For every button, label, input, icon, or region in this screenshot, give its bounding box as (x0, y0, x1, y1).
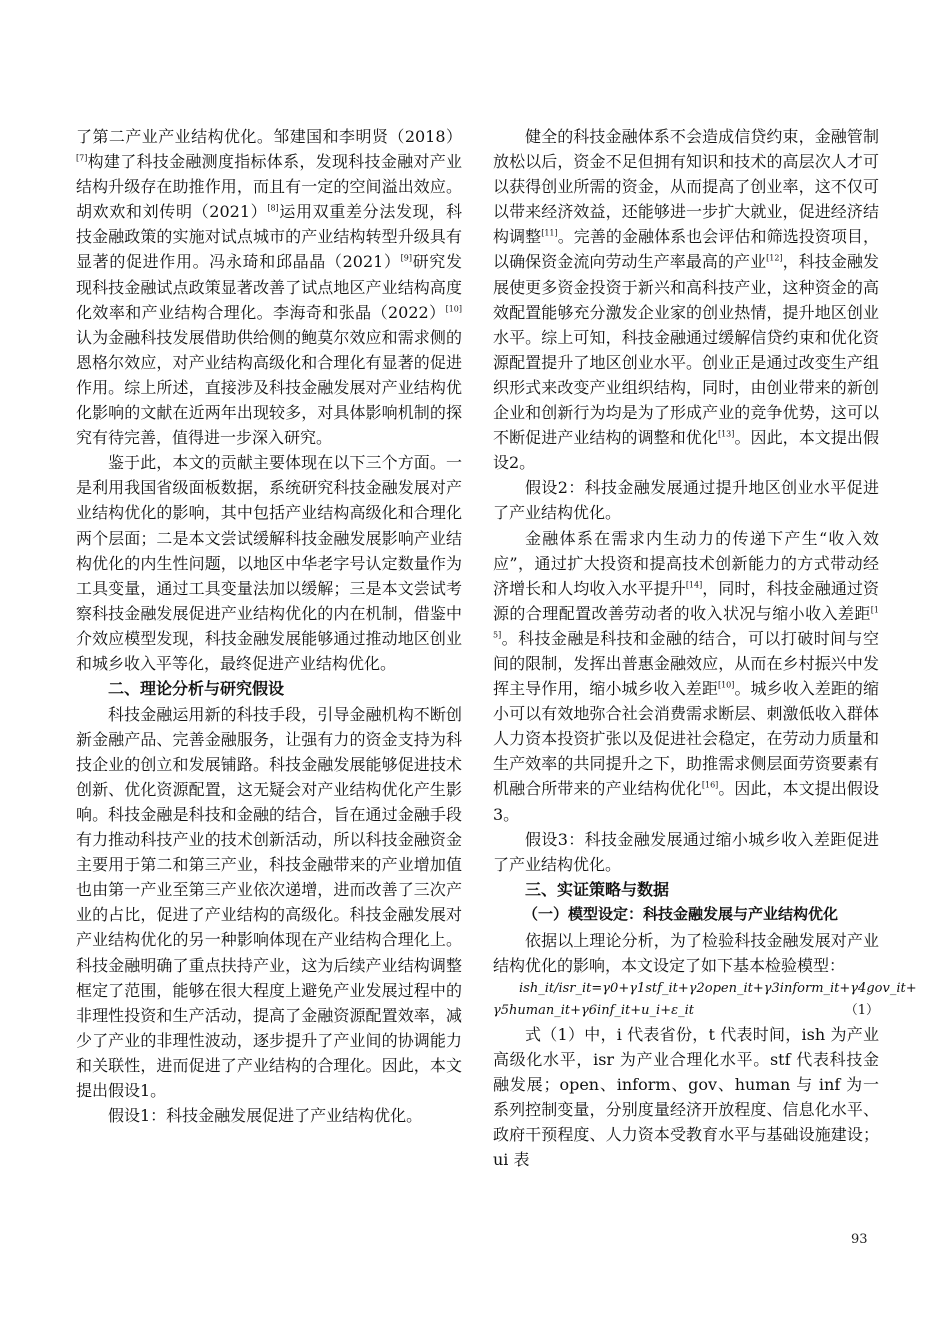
equation-line-1: ish_it/isr_it=γ0+γ1stf_it+γ2open_it+γ3inform_it+γ4gov_it+ (519, 981, 917, 996)
hypothesis-3: 假设3：科技金融发展通过缩小城乡收入差距促进了产业结构优化。 (493, 829, 879, 874)
paragraph-theory: 科技金融运用新的科技手段，引导金融机构不断创新金融产品、完善金融服务，让强有力的资金支持为科技企业的创立和发展铺路。科技金融发展能够促进技术创新、优化资源配置，这无疑会对产业结构优化产生影响。科技金融是科技和金融的结合，旨在通过金融手段有力推动科技产业的技术创新活动，所以科技金融资金主要用于第二和第三产业，科技金融带来的产业增加值也由第一产业至第三产业依次递增，进而改善了三次产业的占比，促进了产业结构的高级化。科技金融发展对产业结构优化的另一种影响体现在产业结构合理化上。科技金融明确了重点扶持产业，这为后续产业结构调整框定了范围，能够在很大程度上避免产业发展过程中的非理性投资和生产活动，提高了金融资源配置效率，减少了产业的非理性波动，逐步提升了产业间的协调能力和关联性，进而促进了产业结构的合理化。因此，本文提出假设1。 (76, 704, 462, 1100)
hypothesis-1: 假设1：科技金融发展促进了产业结构优化。 (108, 1106, 423, 1126)
paragraph-contributions: 鉴于此，本文的贡献主要体现在以下三个方面。一是利用我国省级面板数据，系统研究科技金融发展对产业结构优化的影响，其中包括产业结构高级化和合理化两个层面；二是本文尝试缓解科技金融发展影响产业结构优化的内生性问题，以地区中华老字号认定数量作为工具变量，通过工具变量法加以缓解；三是本文尝试考察科技金融发展促进产业结构优化的内在机制，借鉴中介效应模型发现，科技金融发展能够通过推动地区创业和城乡收入平等化，最终促进产业结构优化。 (76, 453, 462, 673)
subsection-heading: （一）模型设定：科技金融发展与产业结构优化 (523, 905, 839, 924)
section-heading-3: 三、实证策略与数据 (525, 879, 670, 899)
page-number: 93 (851, 1232, 868, 1247)
paragraph-variables: 式（1）中，i 代表省份，t 代表时间，ish 为产业高级化水平，isr 为产业合理化水平。stf 代表科技金融发展；open、inform、gov、human 与 inf 为一系列控制变量，分别度量经济开放程度、信息化水平、政府干预程度、人力资本受教育水平与基础设施建设；ui 表 (493, 1025, 879, 1170)
equation-number: （1） (844, 1003, 879, 1018)
right-column (493, 124, 917, 1173)
hypothesis-2: 假设2：科技金融发展通过提升地区创业水平促进了产业结构优化。 (493, 478, 879, 523)
paragraph: 金融体系在需求内生动力的传递下产生“收入效应”，通过扩大投资和提高技术创新能力的方式带动经济增长和人均收入水平提升[14]，同时，科技金融通过资源的合理配置改善劳动者的收入状况与缩小收入差距[15]。科技金融是科技和金融的结合，可以打破时间与空间的限制，发挥出普惠金融效应，从而在乡村振兴中发挥主导作用，缩小城乡收入差距[10]。城乡收入差距的缩小可以有效地弥合社会消费需求断层、刺激低收入群体人力资本投资扩张以及促进社会稳定，在劳动力质量和生产效率的共同提升之下，助推需求侧层面劳资要素有机融合所带来的产业结构优化[16]。因此，本文提出假设3。 (493, 528, 879, 824)
equation-line-2 (493, 1000, 879, 1022)
left-column (76, 124, 462, 1128)
paragraph-model: 依据以上理论分析，为了检验科技金融发展对产业结构优化的影响，本文设定了如下基本检验模型： (493, 930, 879, 975)
equation-body: γ5human_it+γ6inf_it+u_i+ε_it (493, 1003, 694, 1018)
paragraph: 健全的科技金融体系不会造成信贷约束，金融管制放松以后，资金不足但拥有知识和技术的高层次人才可以获得创业所需的资金，从而提高了创业率，这不仅可以带来经济效益，还能够进一步扩大就业，促进经济结构调整[11]。完善的金融体系也会评估和筛选投资项目，以确保资金流向劳动生产率最高的产业[12]，科技金融发展使更多资金投资于新兴和高科技产业，这种资金的高效配置能够充分激发企业家的创业热情，提升地区创业水平。综上可知，科技金融通过缓解信贷约束和优化资源配置提升了地区创业水平。创业正是通过改变生产组织形式来改变产业组织结构，同时，由创业带来的新创企业和创新行为均是为了形成产业的竞争优势，这可以不断促进产业结构的调整和优化[13]。因此，本文提出假设2。 (493, 127, 879, 473)
section-heading-2: 二、理论分析与研究假设 (108, 679, 285, 699)
paragraph: 了第二产业产业结构优化。邹建国和李明贤（2018）[7]构建了科技金融测度指标体系，发现科技金融对产业结构升级存在助推作用，而且有一定的空间溢出效应。胡欢欢和刘传明（2021）[8]运用双重差分法发现，科技金融政策的实施对试点城市的产业结构转型升级具有显著的促进作用。冯永琦和邱晶晶（2021）[9]研究发现科技金融试点政策显著改善了试点地区产业结构高度化效率和产业结构合理化。李海奇和张晶（2022）[10]认为金融科技发展借助供给侧的鲍莫尔效应和需求侧的恩格尔效应，对产业结构高级化和合理化有显著的促进作用。综上所述，直接涉及科技金融发展对产业结构优化影响的文献在近两年出现较多，对具体影响机制的探究有待完善，值得进一步深入研究。 (76, 127, 462, 448)
